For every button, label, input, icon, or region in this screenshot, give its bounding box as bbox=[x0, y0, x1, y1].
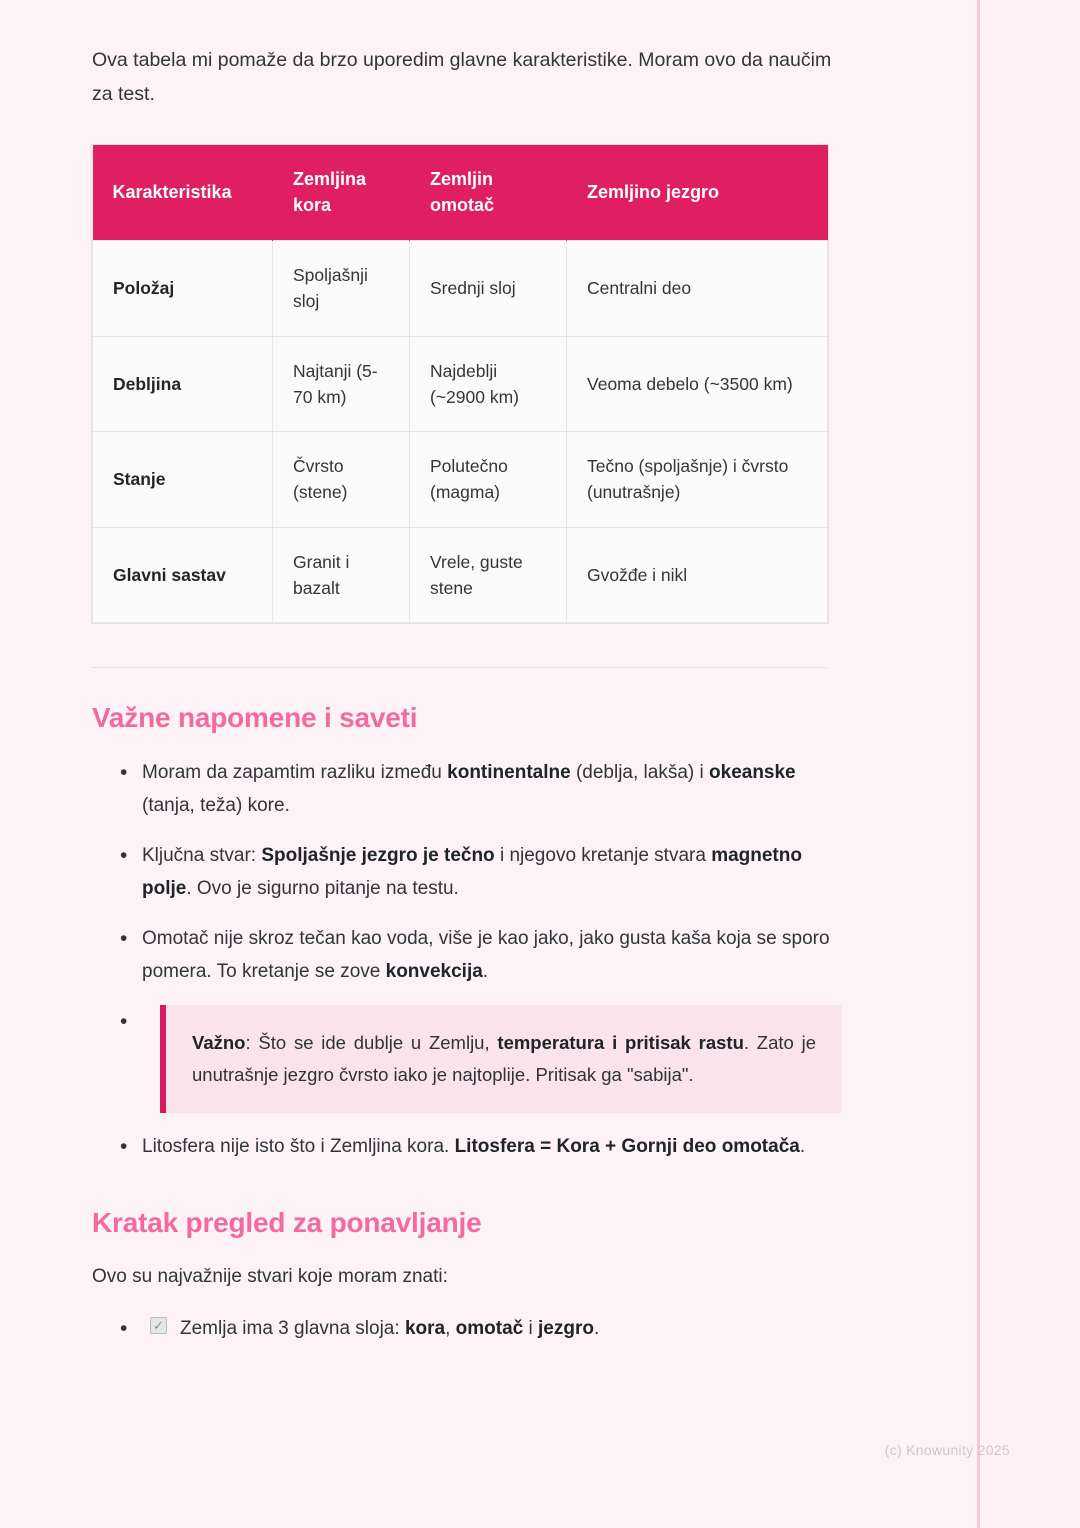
table-header-cell: Zemljino jezgro bbox=[567, 145, 828, 241]
table-row-header: Položaj bbox=[93, 241, 273, 337]
recap-intro: Ovo su najvažnije stvari koje moram znati: bbox=[92, 1266, 448, 1288]
recap-text-0: Zemlja ima 3 glavna sloja: kora, omotač i jezgro. bbox=[180, 1318, 600, 1340]
list-item bbox=[122, 1130, 842, 1163]
list-item-callout bbox=[122, 1005, 842, 1113]
table-cell: Spoljašnji sloj bbox=[273, 241, 410, 337]
watermark: (c) Knowunity 2025 bbox=[884, 1442, 1010, 1458]
recap-section-title: Kratak pregled za ponavljanje bbox=[92, 1207, 482, 1239]
notes-section-title: Važne napomene i saveti bbox=[92, 702, 418, 734]
list-item bbox=[122, 756, 842, 822]
checkbox-icon[interactable]: • ✓ bbox=[150, 1317, 167, 1334]
table-header-cell: Zemljina kora bbox=[273, 145, 410, 241]
page-right-margin-strip bbox=[977, 0, 1080, 1528]
table-header-row bbox=[93, 145, 828, 241]
recap-checklist bbox=[92, 1313, 988, 1345]
intro-paragraph: Ova tabela mi pomaže da brzo uporedim glavne karakteristike. Moram ovo da naučim za test. bbox=[92, 49, 832, 105]
list-item bbox=[122, 1313, 988, 1345]
table-row bbox=[93, 336, 828, 432]
table-row bbox=[93, 432, 828, 528]
table-row-header: Debljina bbox=[93, 336, 273, 432]
table-cell: Polutečno (magma) bbox=[410, 432, 567, 528]
note-text-0: Moram da zapamtim razliku između kontinentalne (deblja, lakša) i okeanske (tanja, teža) kore. bbox=[142, 762, 796, 817]
table-cell: Gvožđe i nikl bbox=[567, 527, 828, 623]
table-cell: Srednji sloj bbox=[410, 241, 567, 337]
table-row-header: Glavni sastav bbox=[93, 527, 273, 623]
note-text-last: Litosfera nije isto što i Zemljina kora. Litosfera = Kora + Gornji deo omotača. bbox=[142, 1136, 806, 1158]
table-cell: Veoma debelo (~3500 km) bbox=[567, 336, 828, 432]
list-item bbox=[122, 922, 842, 988]
table-cell: Centralni deo bbox=[567, 241, 828, 337]
table-row-header: Stanje bbox=[93, 432, 273, 528]
table-row bbox=[93, 527, 828, 623]
list-item bbox=[122, 839, 842, 905]
table-cell: Čvrsto (stene) bbox=[273, 432, 410, 528]
note-text-1: Ključna stvar: Spoljašnje jezgro je tečno i njegovo kretanje stvara magnetno polje. Ovo je sigurno pitanje na testu. bbox=[142, 845, 802, 900]
table-header-cell: Karakteristika bbox=[93, 145, 273, 241]
table-cell: Najdeblji (~2900 km) bbox=[410, 336, 567, 432]
note-text-2: Omotač nije skroz tečan kao voda, više je kao jako, jako gusta kaša koja se sporo pomera. To kretanje se zove konvekcija. bbox=[142, 928, 830, 983]
notes-list bbox=[92, 756, 988, 1163]
earth-layers-table bbox=[92, 145, 828, 623]
table-row bbox=[93, 241, 828, 337]
table-cell: Granit i bazalt bbox=[273, 527, 410, 623]
callout-text: Važno: Što se ide dublje u Zemlju, temperatura i pritisak rastu. Zato je unutrašnje jezgro čvrsto iako je najtoplije. Pritisak ga "sabija". bbox=[192, 1032, 816, 1086]
table-cell: Vrele, guste stene bbox=[410, 527, 567, 623]
table-cell: Najtanji (5-70 km) bbox=[273, 336, 410, 432]
important-callout bbox=[160, 1005, 842, 1113]
table-header-cell: Zemljin omotač bbox=[410, 145, 567, 241]
section-divider bbox=[92, 667, 827, 668]
table-cell: Tečno (spoljašnje) i čvrsto (unutrašnje) bbox=[567, 432, 828, 528]
